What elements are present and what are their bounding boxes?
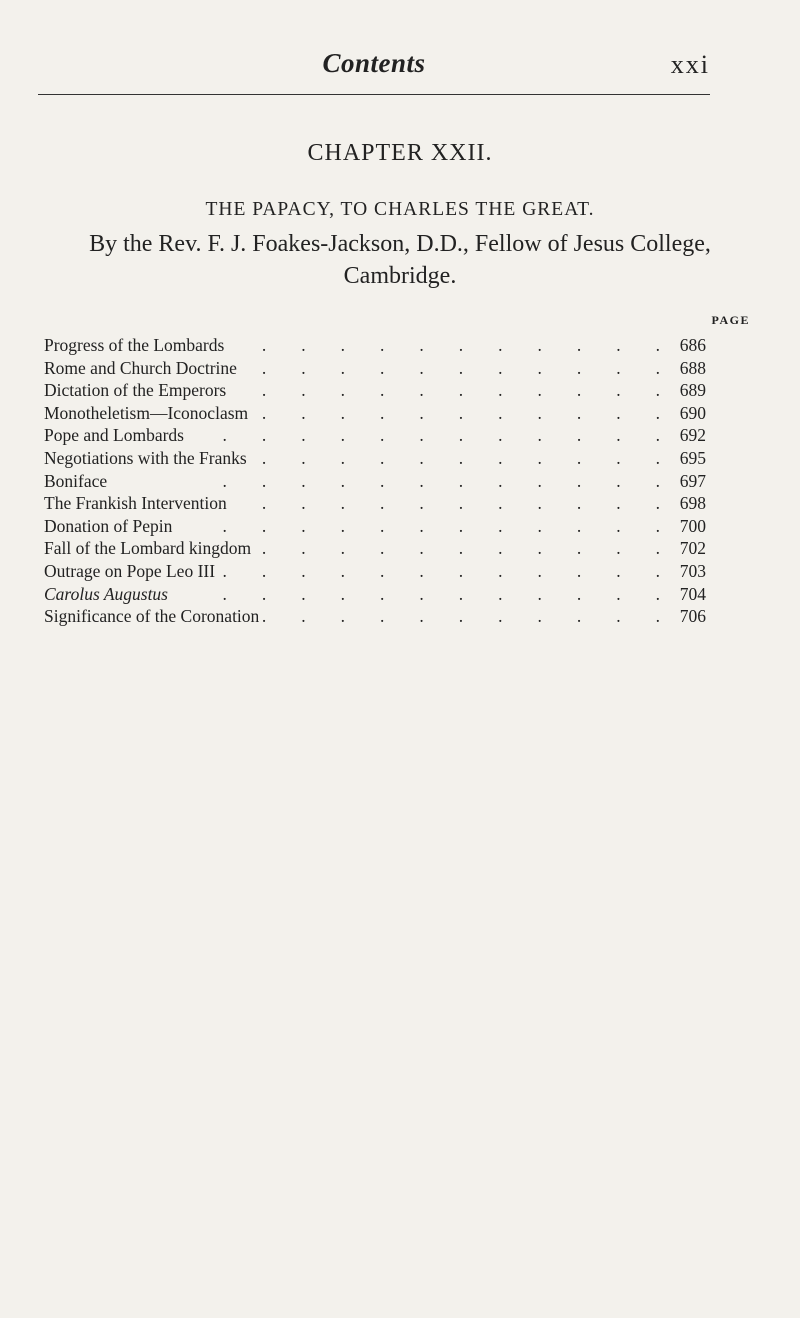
chapter-number: CHAPTER XXII. xyxy=(307,140,493,166)
dot-leader xyxy=(194,605,660,628)
contents-list xyxy=(44,334,720,628)
entry-page: 689 xyxy=(679,380,706,401)
entry-title: Outrage on Pope Leo III xyxy=(44,560,219,583)
contents-entry xyxy=(44,379,720,402)
dot-leader xyxy=(194,402,660,425)
entry-title: Negotiations with the Franks xyxy=(44,447,251,470)
entry-page: 702 xyxy=(679,538,706,559)
entry-title: Monotheletism—Iconoclasm xyxy=(44,402,252,425)
entry-page: 706 xyxy=(679,606,706,627)
entry-page: 695 xyxy=(679,447,706,468)
entry-page: 690 xyxy=(679,402,706,423)
contents-entry xyxy=(44,357,720,380)
contents-entry xyxy=(44,515,720,538)
entry-title: Pope and Lombards xyxy=(44,424,188,447)
entry-page: 698 xyxy=(679,493,706,514)
running-head xyxy=(38,48,710,88)
contents-entry xyxy=(44,424,720,447)
contents-entry xyxy=(44,334,720,357)
entry-page: 704 xyxy=(679,583,706,604)
contents-entry xyxy=(44,605,720,628)
contents-entry xyxy=(44,492,720,515)
entry-page: 688 xyxy=(679,357,706,378)
entry-title: Fall of the Lombard kingdom xyxy=(44,537,255,560)
entry-title: Progress of the Lombards xyxy=(44,334,228,357)
chapter-title: THE PAPACY, TO CHARLES THE GREAT. xyxy=(205,199,595,220)
dot-leader xyxy=(194,424,660,447)
chapter-author: By the Rev. F. J. Foakes-Jackson, D.D., Fellow of Jesus College, Cambridge. xyxy=(89,231,711,289)
contents-entry xyxy=(44,560,720,583)
dot-leader xyxy=(194,470,660,493)
page-numeral: xxi xyxy=(670,50,710,79)
dot-leader xyxy=(194,334,660,357)
dot-leader xyxy=(194,492,660,515)
dot-leader xyxy=(194,379,660,402)
contents-entry xyxy=(44,470,720,493)
entry-title: Carolus Augustus xyxy=(44,583,172,606)
dot-leader xyxy=(194,515,660,538)
contents-entry xyxy=(44,583,720,606)
entry-title: Donation of Pepin xyxy=(44,515,176,538)
entry-title: Boniface xyxy=(44,470,111,493)
header-rule xyxy=(38,94,710,95)
entry-page: 700 xyxy=(679,515,706,536)
entry-page: 697 xyxy=(679,470,706,491)
entry-title: Rome and Church Doctrine xyxy=(44,357,241,380)
entry-page: 703 xyxy=(679,560,706,581)
entry-title: Dictation of the Emperors xyxy=(44,379,230,402)
entry-page: 692 xyxy=(679,425,706,446)
dot-leader xyxy=(194,537,660,560)
contents-entry xyxy=(44,402,720,425)
contents-entry xyxy=(44,537,720,560)
running-title: Contents xyxy=(322,48,426,78)
dot-leader xyxy=(194,560,660,583)
dot-leader xyxy=(194,357,660,380)
page-column-label: PAGE xyxy=(711,313,750,327)
entry-title: Significance of the Coronation xyxy=(44,605,263,628)
contents-entry xyxy=(44,447,720,470)
dot-leader xyxy=(194,583,660,606)
entry-title: The Frankish Intervention xyxy=(44,492,231,515)
entry-page: 686 xyxy=(679,335,706,355)
dot-leader xyxy=(194,447,660,470)
